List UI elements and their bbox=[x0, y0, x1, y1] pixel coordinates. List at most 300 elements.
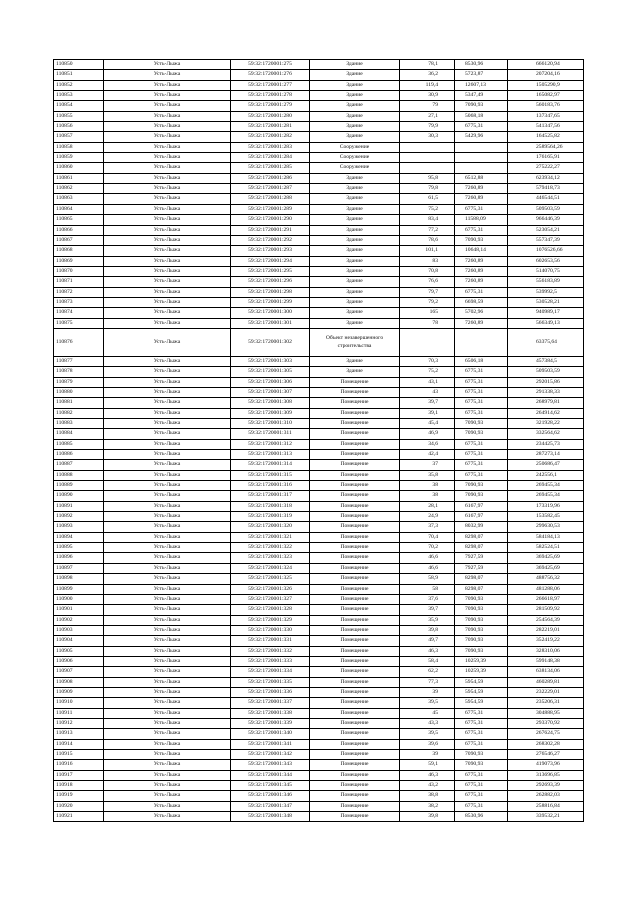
area-cell: 77,3 bbox=[400, 677, 455, 687]
cadastral-number-cell: 59:32:1720001:346 bbox=[231, 791, 310, 801]
rate-cell: 6775,31 bbox=[455, 708, 508, 718]
cadastral-value-cell: 232229,01 bbox=[508, 687, 584, 697]
row-number-cell: 110891 bbox=[54, 501, 104, 511]
cadastral-value-cell: 262882,03 bbox=[508, 791, 584, 801]
cadastral-value-cell: 2589564,26 bbox=[508, 142, 584, 152]
object-type-cell: Объект незавершенного строительства bbox=[310, 328, 400, 356]
object-type-cell: Здание bbox=[310, 235, 400, 245]
cadastral-value-cell: 258816,84 bbox=[508, 801, 584, 811]
table-row bbox=[54, 142, 584, 152]
cadastral-number-cell: 59:32:1720001:313 bbox=[231, 450, 310, 460]
cadastral-value-cell: 313696,85 bbox=[508, 770, 584, 780]
table-row bbox=[54, 398, 584, 408]
rate-cell: 5347,49 bbox=[455, 91, 508, 101]
rate-cell: 6775,31 bbox=[455, 439, 508, 449]
rate-cell: 12607,13 bbox=[455, 80, 508, 90]
cadastral-value-cell: 488756,32 bbox=[508, 574, 584, 584]
locality-cell: Усть-Лыжа bbox=[104, 287, 231, 297]
cadastral-number-cell: 59:32:1720001:319 bbox=[231, 512, 310, 522]
table-row bbox=[54, 408, 584, 418]
area-cell: 45 bbox=[400, 708, 455, 718]
rate-cell: 7090,93 bbox=[455, 419, 508, 429]
locality-cell: Усть-Лыжа bbox=[104, 387, 231, 397]
rate-cell: 7260,89 bbox=[455, 266, 508, 276]
rate-cell: 7090,93 bbox=[455, 760, 508, 770]
locality-cell: Усть-Лыжа bbox=[104, 667, 231, 677]
area-cell: 43 bbox=[400, 387, 455, 397]
table-row bbox=[54, 122, 584, 132]
rate-cell: 6775,31 bbox=[455, 225, 508, 235]
cadastral-value-cell: 293370,92 bbox=[508, 718, 584, 728]
object-type-cell: Помещение bbox=[310, 501, 400, 511]
row-number-cell: 110885 bbox=[54, 439, 104, 449]
cadastral-value-cell: 328310,06 bbox=[508, 646, 584, 656]
cadastral-number-cell: 59:32:1720001:311 bbox=[231, 429, 310, 439]
object-type-cell: Помещение bbox=[310, 408, 400, 418]
area-cell: 46,6 bbox=[400, 553, 455, 563]
table-row bbox=[54, 460, 584, 470]
area-cell: 75,2 bbox=[400, 367, 455, 377]
locality-cell: Усть-Лыжа bbox=[104, 277, 231, 287]
cadastral-value-cell: 269455,34 bbox=[508, 491, 584, 501]
table-row bbox=[54, 367, 584, 377]
cadastral-value-cell: 292693,39 bbox=[508, 781, 584, 791]
row-number-cell: 110883 bbox=[54, 419, 104, 429]
cadastral-value-cell: 966446,39 bbox=[508, 215, 584, 225]
table-row bbox=[54, 101, 584, 111]
object-type-cell: Здание bbox=[310, 266, 400, 276]
object-type-cell: Помещение bbox=[310, 739, 400, 749]
table-row bbox=[54, 812, 584, 822]
locality-cell: Усть-Лыжа bbox=[104, 246, 231, 256]
locality-cell: Усть-Лыжа bbox=[104, 408, 231, 418]
locality-cell: Усть-Лыжа bbox=[104, 184, 231, 194]
locality-cell: Усть-Лыжа bbox=[104, 308, 231, 318]
area-cell: 58 bbox=[400, 584, 455, 594]
table-row bbox=[54, 501, 584, 511]
area-cell: 62,2 bbox=[400, 667, 455, 677]
object-type-cell: Помещение bbox=[310, 729, 400, 739]
row-number-cell: 110897 bbox=[54, 563, 104, 573]
locality-cell: Усть-Лыжа bbox=[104, 398, 231, 408]
row-number-cell: 110877 bbox=[54, 356, 104, 366]
area-cell: 36,2 bbox=[400, 70, 455, 80]
row-number-cell: 110879 bbox=[54, 377, 104, 387]
object-type-cell: Здание bbox=[310, 132, 400, 142]
row-number-cell: 110864 bbox=[54, 204, 104, 214]
object-type-cell: Помещение bbox=[310, 553, 400, 563]
object-type-cell: Помещение bbox=[310, 594, 400, 604]
table-row bbox=[54, 111, 584, 121]
area-cell: 70,4 bbox=[400, 532, 455, 542]
cadastral-number-cell: 59:32:1720001:333 bbox=[231, 656, 310, 666]
area-cell: 83,4 bbox=[400, 215, 455, 225]
cadastral-value-cell: 582524,51 bbox=[508, 543, 584, 553]
locality-cell: Усть-Лыжа bbox=[104, 677, 231, 687]
cadastral-number-cell: 59:32:1720001:345 bbox=[231, 781, 310, 791]
rate-cell: 7260,89 bbox=[455, 318, 508, 328]
rate-cell: 6775,31 bbox=[455, 470, 508, 480]
locality-cell: Усть-Лыжа bbox=[104, 750, 231, 760]
table-row bbox=[54, 760, 584, 770]
property-table bbox=[53, 59, 584, 822]
rate-cell bbox=[455, 142, 508, 152]
rate-cell: 10648,14 bbox=[455, 246, 508, 256]
row-number-cell: 110884 bbox=[54, 429, 104, 439]
rate-cell: 8298,07 bbox=[455, 574, 508, 584]
area-cell: 28,1 bbox=[400, 501, 455, 511]
cadastral-value-cell: 339532,21 bbox=[508, 812, 584, 822]
locality-cell: Усть-Лыжа bbox=[104, 553, 231, 563]
object-type-cell: Помещение bbox=[310, 387, 400, 397]
area-cell: 46,3 bbox=[400, 770, 455, 780]
table-row bbox=[54, 584, 584, 594]
row-number-cell: 110901 bbox=[54, 605, 104, 615]
cadastral-value-cell: 269455,34 bbox=[508, 481, 584, 491]
table-row bbox=[54, 235, 584, 245]
area-cell: 79,8 bbox=[400, 184, 455, 194]
row-number-cell: 110914 bbox=[54, 739, 104, 749]
rate-cell: 7260,89 bbox=[455, 194, 508, 204]
area-cell: 78,6 bbox=[400, 235, 455, 245]
cadastral-number-cell: 59:32:1720001:321 bbox=[231, 532, 310, 542]
cadastral-value-cell: 250686,47 bbox=[508, 460, 584, 470]
row-number-cell: 110906 bbox=[54, 656, 104, 666]
area-cell: 34,6 bbox=[400, 439, 455, 449]
cadastral-value-cell: 276546,27 bbox=[508, 750, 584, 760]
object-type-cell: Помещение bbox=[310, 625, 400, 635]
row-number-cell: 110851 bbox=[54, 70, 104, 80]
rate-cell: 6775,31 bbox=[455, 739, 508, 749]
cadastral-value-cell: 275222,27 bbox=[508, 163, 584, 173]
object-type-cell: Сооружение bbox=[310, 142, 400, 152]
rate-cell: 6775,31 bbox=[455, 377, 508, 387]
locality-cell: Усть-Лыжа bbox=[104, 491, 231, 501]
row-number-cell: 110890 bbox=[54, 491, 104, 501]
object-type-cell: Здание bbox=[310, 246, 400, 256]
object-type-cell: Помещение bbox=[310, 677, 400, 687]
cadastral-number-cell: 59:32:1720001:312 bbox=[231, 439, 310, 449]
locality-cell: Усть-Лыжа bbox=[104, 101, 231, 111]
area-cell: 43,1 bbox=[400, 377, 455, 387]
area-cell: 43,2 bbox=[400, 781, 455, 791]
object-type-cell: Помещение bbox=[310, 398, 400, 408]
cadastral-number-cell: 59:32:1720001:280 bbox=[231, 111, 310, 121]
table-row bbox=[54, 481, 584, 491]
row-number-cell: 110882 bbox=[54, 408, 104, 418]
row-number-cell: 110894 bbox=[54, 532, 104, 542]
cadastral-number-cell: 59:32:1720001:328 bbox=[231, 605, 310, 615]
object-type-cell: Помещение bbox=[310, 419, 400, 429]
rate-cell: 5429,96 bbox=[455, 132, 508, 142]
row-number-cell: 110896 bbox=[54, 553, 104, 563]
rate-cell: 7090,93 bbox=[455, 481, 508, 491]
locality-cell: Усть-Лыжа bbox=[104, 377, 231, 387]
object-type-cell: Помещение bbox=[310, 429, 400, 439]
object-type-cell: Здание bbox=[310, 122, 400, 132]
object-type-cell: Помещение bbox=[310, 770, 400, 780]
cadastral-number-cell: 59:32:1720001:288 bbox=[231, 194, 310, 204]
locality-cell: Усть-Лыжа bbox=[104, 543, 231, 553]
area-cell: 70,8 bbox=[400, 266, 455, 276]
rate-cell: 7090,93 bbox=[455, 429, 508, 439]
cadastral-number-cell: 59:32:1720001:300 bbox=[231, 308, 310, 318]
area-cell: 59,1 bbox=[400, 760, 455, 770]
locality-cell: Усть-Лыжа bbox=[104, 297, 231, 307]
rate-cell: 5954,59 bbox=[455, 698, 508, 708]
locality-cell: Усть-Лыжа bbox=[104, 801, 231, 811]
cadastral-number-cell: 59:32:1720001:289 bbox=[231, 204, 310, 214]
locality-cell: Усть-Лыжа bbox=[104, 132, 231, 142]
cadastral-number-cell: 59:32:1720001:348 bbox=[231, 812, 310, 822]
row-number-cell: 110911 bbox=[54, 708, 104, 718]
locality-cell: Усть-Лыжа bbox=[104, 142, 231, 152]
cadastral-number-cell: 59:32:1720001:295 bbox=[231, 266, 310, 276]
rate-cell: 7260,89 bbox=[455, 277, 508, 287]
cadastral-value-cell: 352419,22 bbox=[508, 636, 584, 646]
cadastral-value-cell: 369425,69 bbox=[508, 553, 584, 563]
cadastral-number-cell: 59:32:1720001:332 bbox=[231, 646, 310, 656]
row-number-cell: 110918 bbox=[54, 781, 104, 791]
cadastral-value-cell: 235206,31 bbox=[508, 698, 584, 708]
table-row bbox=[54, 708, 584, 718]
area-cell: 39,5 bbox=[400, 698, 455, 708]
area-cell: 46,6 bbox=[400, 563, 455, 573]
cadastral-number-cell: 59:32:1720001:342 bbox=[231, 750, 310, 760]
row-number-cell: 110876 bbox=[54, 328, 104, 356]
object-type-cell: Сооружение bbox=[310, 163, 400, 173]
cadastral-number-cell: 59:32:1720001:276 bbox=[231, 70, 310, 80]
cadastral-number-cell: 59:32:1720001:320 bbox=[231, 522, 310, 532]
area-cell: 39,8 bbox=[400, 812, 455, 822]
row-number-cell: 110874 bbox=[54, 308, 104, 318]
cadastral-value-cell: 514070,75 bbox=[508, 266, 584, 276]
rate-cell: 8530,96 bbox=[455, 60, 508, 70]
rate-cell: 6512,88 bbox=[455, 173, 508, 183]
area-cell: 24,9 bbox=[400, 512, 455, 522]
table-row bbox=[54, 729, 584, 739]
row-number-cell: 110860 bbox=[54, 163, 104, 173]
table-row bbox=[54, 574, 584, 584]
area-cell: 79,7 bbox=[400, 287, 455, 297]
area-cell: 78,1 bbox=[400, 60, 455, 70]
rate-cell: 5954,59 bbox=[455, 687, 508, 697]
table-row bbox=[54, 70, 584, 80]
table-row bbox=[54, 419, 584, 429]
locality-cell: Усть-Лыжа bbox=[104, 173, 231, 183]
cadastral-value-cell: 268302,28 bbox=[508, 739, 584, 749]
cadastral-number-cell: 59:32:1720001:291 bbox=[231, 225, 310, 235]
cadastral-value-cell: 599148,38 bbox=[508, 656, 584, 666]
table-row bbox=[54, 512, 584, 522]
object-type-cell: Помещение bbox=[310, 377, 400, 387]
cadastral-value-cell: 419073,96 bbox=[508, 760, 584, 770]
object-type-cell: Здание bbox=[310, 70, 400, 80]
row-number-cell: 110900 bbox=[54, 594, 104, 604]
table-row bbox=[54, 646, 584, 656]
cadastral-value-cell: 291338,33 bbox=[508, 387, 584, 397]
rate-cell: 6698,59 bbox=[455, 297, 508, 307]
area-cell: 43,3 bbox=[400, 718, 455, 728]
object-type-cell: Здание bbox=[310, 184, 400, 194]
cadastral-value-cell: 63375,64 bbox=[508, 328, 584, 356]
area-cell: 75,2 bbox=[400, 204, 455, 214]
rate-cell: 7090,93 bbox=[455, 625, 508, 635]
cadastral-number-cell: 59:32:1720001:334 bbox=[231, 667, 310, 677]
locality-cell: Усть-Лыжа bbox=[104, 563, 231, 573]
cadastral-number-cell: 59:32:1720001:340 bbox=[231, 729, 310, 739]
row-number-cell: 110886 bbox=[54, 450, 104, 460]
object-type-cell: Помещение bbox=[310, 801, 400, 811]
object-type-cell: Здание bbox=[310, 204, 400, 214]
area-cell: 39 bbox=[400, 750, 455, 760]
row-number-cell: 110871 bbox=[54, 277, 104, 287]
table-body bbox=[54, 60, 584, 822]
row-number-cell: 110909 bbox=[54, 687, 104, 697]
area-cell: 45,4 bbox=[400, 419, 455, 429]
cadastral-value-cell: 523054,21 bbox=[508, 225, 584, 235]
cadastral-value-cell: 638134,06 bbox=[508, 667, 584, 677]
cadastral-number-cell: 59:32:1720001:324 bbox=[231, 563, 310, 573]
row-number-cell: 110862 bbox=[54, 184, 104, 194]
object-type-cell: Помещение bbox=[310, 460, 400, 470]
area-cell: 39,1 bbox=[400, 408, 455, 418]
cadastral-number-cell: 59:32:1720001:296 bbox=[231, 277, 310, 287]
area-cell: 77,2 bbox=[400, 225, 455, 235]
rate-cell: 11588,09 bbox=[455, 215, 508, 225]
table-row bbox=[54, 625, 584, 635]
area-cell: 37 bbox=[400, 460, 455, 470]
table-row bbox=[54, 543, 584, 553]
object-type-cell: Здание bbox=[310, 194, 400, 204]
cadastral-value-cell: 332564,62 bbox=[508, 429, 584, 439]
table-row bbox=[54, 532, 584, 542]
table-row bbox=[54, 184, 584, 194]
cadastral-number-cell: 59:32:1720001:287 bbox=[231, 184, 310, 194]
rate-cell: 6775,31 bbox=[455, 287, 508, 297]
row-number-cell: 110921 bbox=[54, 812, 104, 822]
locality-cell: Усть-Лыжа bbox=[104, 91, 231, 101]
cadastral-value-cell: 530528,21 bbox=[508, 297, 584, 307]
table-row bbox=[54, 594, 584, 604]
cadastral-number-cell: 59:32:1720001:318 bbox=[231, 501, 310, 511]
cadastral-number-cell: 59:32:1720001:286 bbox=[231, 173, 310, 183]
locality-cell: Усть-Лыжа bbox=[104, 194, 231, 204]
cadastral-value-cell: 539992,5 bbox=[508, 287, 584, 297]
area-cell: 39,8 bbox=[400, 625, 455, 635]
table-row bbox=[54, 439, 584, 449]
object-type-cell: Здание bbox=[310, 256, 400, 266]
rate-cell: 8032,99 bbox=[455, 522, 508, 532]
cadastral-number-cell: 59:32:1720001:285 bbox=[231, 163, 310, 173]
locality-cell: Усть-Лыжа bbox=[104, 439, 231, 449]
cadastral-number-cell: 59:32:1720001:323 bbox=[231, 553, 310, 563]
object-type-cell: Помещение bbox=[310, 687, 400, 697]
rate-cell: 5954,59 bbox=[455, 677, 508, 687]
object-type-cell: Помещение bbox=[310, 760, 400, 770]
locality-cell: Усть-Лыжа bbox=[104, 80, 231, 90]
row-number-cell: 110852 bbox=[54, 80, 104, 90]
table-row bbox=[54, 297, 584, 307]
locality-cell: Усть-Лыжа bbox=[104, 532, 231, 542]
cadastral-value-cell: 268979,81 bbox=[508, 398, 584, 408]
table-row bbox=[54, 750, 584, 760]
locality-cell: Усть-Лыжа bbox=[104, 615, 231, 625]
cadastral-number-cell: 59:32:1720001:290 bbox=[231, 215, 310, 225]
row-number-cell: 110907 bbox=[54, 667, 104, 677]
locality-cell: Усть-Лыжа bbox=[104, 656, 231, 666]
table-row bbox=[54, 356, 584, 366]
cadastral-number-cell: 59:32:1720001:329 bbox=[231, 615, 310, 625]
locality-cell: Усть-Лыжа bbox=[104, 215, 231, 225]
cadastral-value-cell: 266618,97 bbox=[508, 594, 584, 604]
rate-cell: 6775,31 bbox=[455, 718, 508, 728]
table-row bbox=[54, 277, 584, 287]
cadastral-number-cell: 59:32:1720001:303 bbox=[231, 356, 310, 366]
table-row bbox=[54, 698, 584, 708]
table-row bbox=[54, 173, 584, 183]
locality-cell: Усть-Лыжа bbox=[104, 687, 231, 697]
locality-cell: Усть-Лыжа bbox=[104, 718, 231, 728]
object-type-cell: Помещение bbox=[310, 708, 400, 718]
cadastral-number-cell: 59:32:1720001:335 bbox=[231, 677, 310, 687]
table-row bbox=[54, 308, 584, 318]
rate-cell bbox=[455, 163, 508, 173]
cadastral-value-cell: 234425,73 bbox=[508, 439, 584, 449]
cadastral-value-cell: 509503,59 bbox=[508, 367, 584, 377]
area-cell: 58,9 bbox=[400, 574, 455, 584]
cadastral-value-cell: 292015,86 bbox=[508, 377, 584, 387]
area-cell: 79,2 bbox=[400, 297, 455, 307]
area-cell bbox=[400, 153, 455, 163]
object-type-cell: Здание bbox=[310, 297, 400, 307]
locality-cell: Усть-Лыжа bbox=[104, 605, 231, 615]
rate-cell: 7090,93 bbox=[455, 750, 508, 760]
rate-cell: 10259,39 bbox=[455, 656, 508, 666]
cadastral-number-cell: 59:32:1720001:298 bbox=[231, 287, 310, 297]
area-cell: 39,5 bbox=[400, 729, 455, 739]
table-row bbox=[54, 491, 584, 501]
row-number-cell: 110858 bbox=[54, 142, 104, 152]
row-number-cell: 110912 bbox=[54, 718, 104, 728]
cadastral-value-cell: 165082,97 bbox=[508, 91, 584, 101]
object-type-cell: Здание bbox=[310, 356, 400, 366]
cadastral-number-cell: 59:32:1720001:344 bbox=[231, 770, 310, 780]
row-number-cell: 110873 bbox=[54, 297, 104, 307]
locality-cell: Усть-Лыжа bbox=[104, 739, 231, 749]
area-cell: 27,1 bbox=[400, 111, 455, 121]
locality-cell: Усть-Лыжа bbox=[104, 812, 231, 822]
locality-cell: Усть-Лыжа bbox=[104, 111, 231, 121]
locality-cell: Усть-Лыжа bbox=[104, 636, 231, 646]
cadastral-value-cell: 1505290,9 bbox=[508, 80, 584, 90]
cadastral-number-cell: 59:32:1720001:309 bbox=[231, 408, 310, 418]
cadastral-number-cell: 59:32:1720001:278 bbox=[231, 91, 310, 101]
cadastral-number-cell: 59:32:1720001:277 bbox=[231, 80, 310, 90]
row-number-cell: 110889 bbox=[54, 481, 104, 491]
row-number-cell: 110872 bbox=[54, 287, 104, 297]
cadastral-value-cell: 281509,92 bbox=[508, 605, 584, 615]
table-row bbox=[54, 194, 584, 204]
cadastral-value-cell: 557347,39 bbox=[508, 235, 584, 245]
locality-cell: Усть-Лыжа bbox=[104, 256, 231, 266]
locality-cell: Усть-Лыжа bbox=[104, 770, 231, 780]
area-cell: 79 bbox=[400, 101, 455, 111]
row-number-cell: 110910 bbox=[54, 698, 104, 708]
object-type-cell: Здание bbox=[310, 80, 400, 90]
rate-cell: 7090,93 bbox=[455, 615, 508, 625]
table-row bbox=[54, 677, 584, 687]
